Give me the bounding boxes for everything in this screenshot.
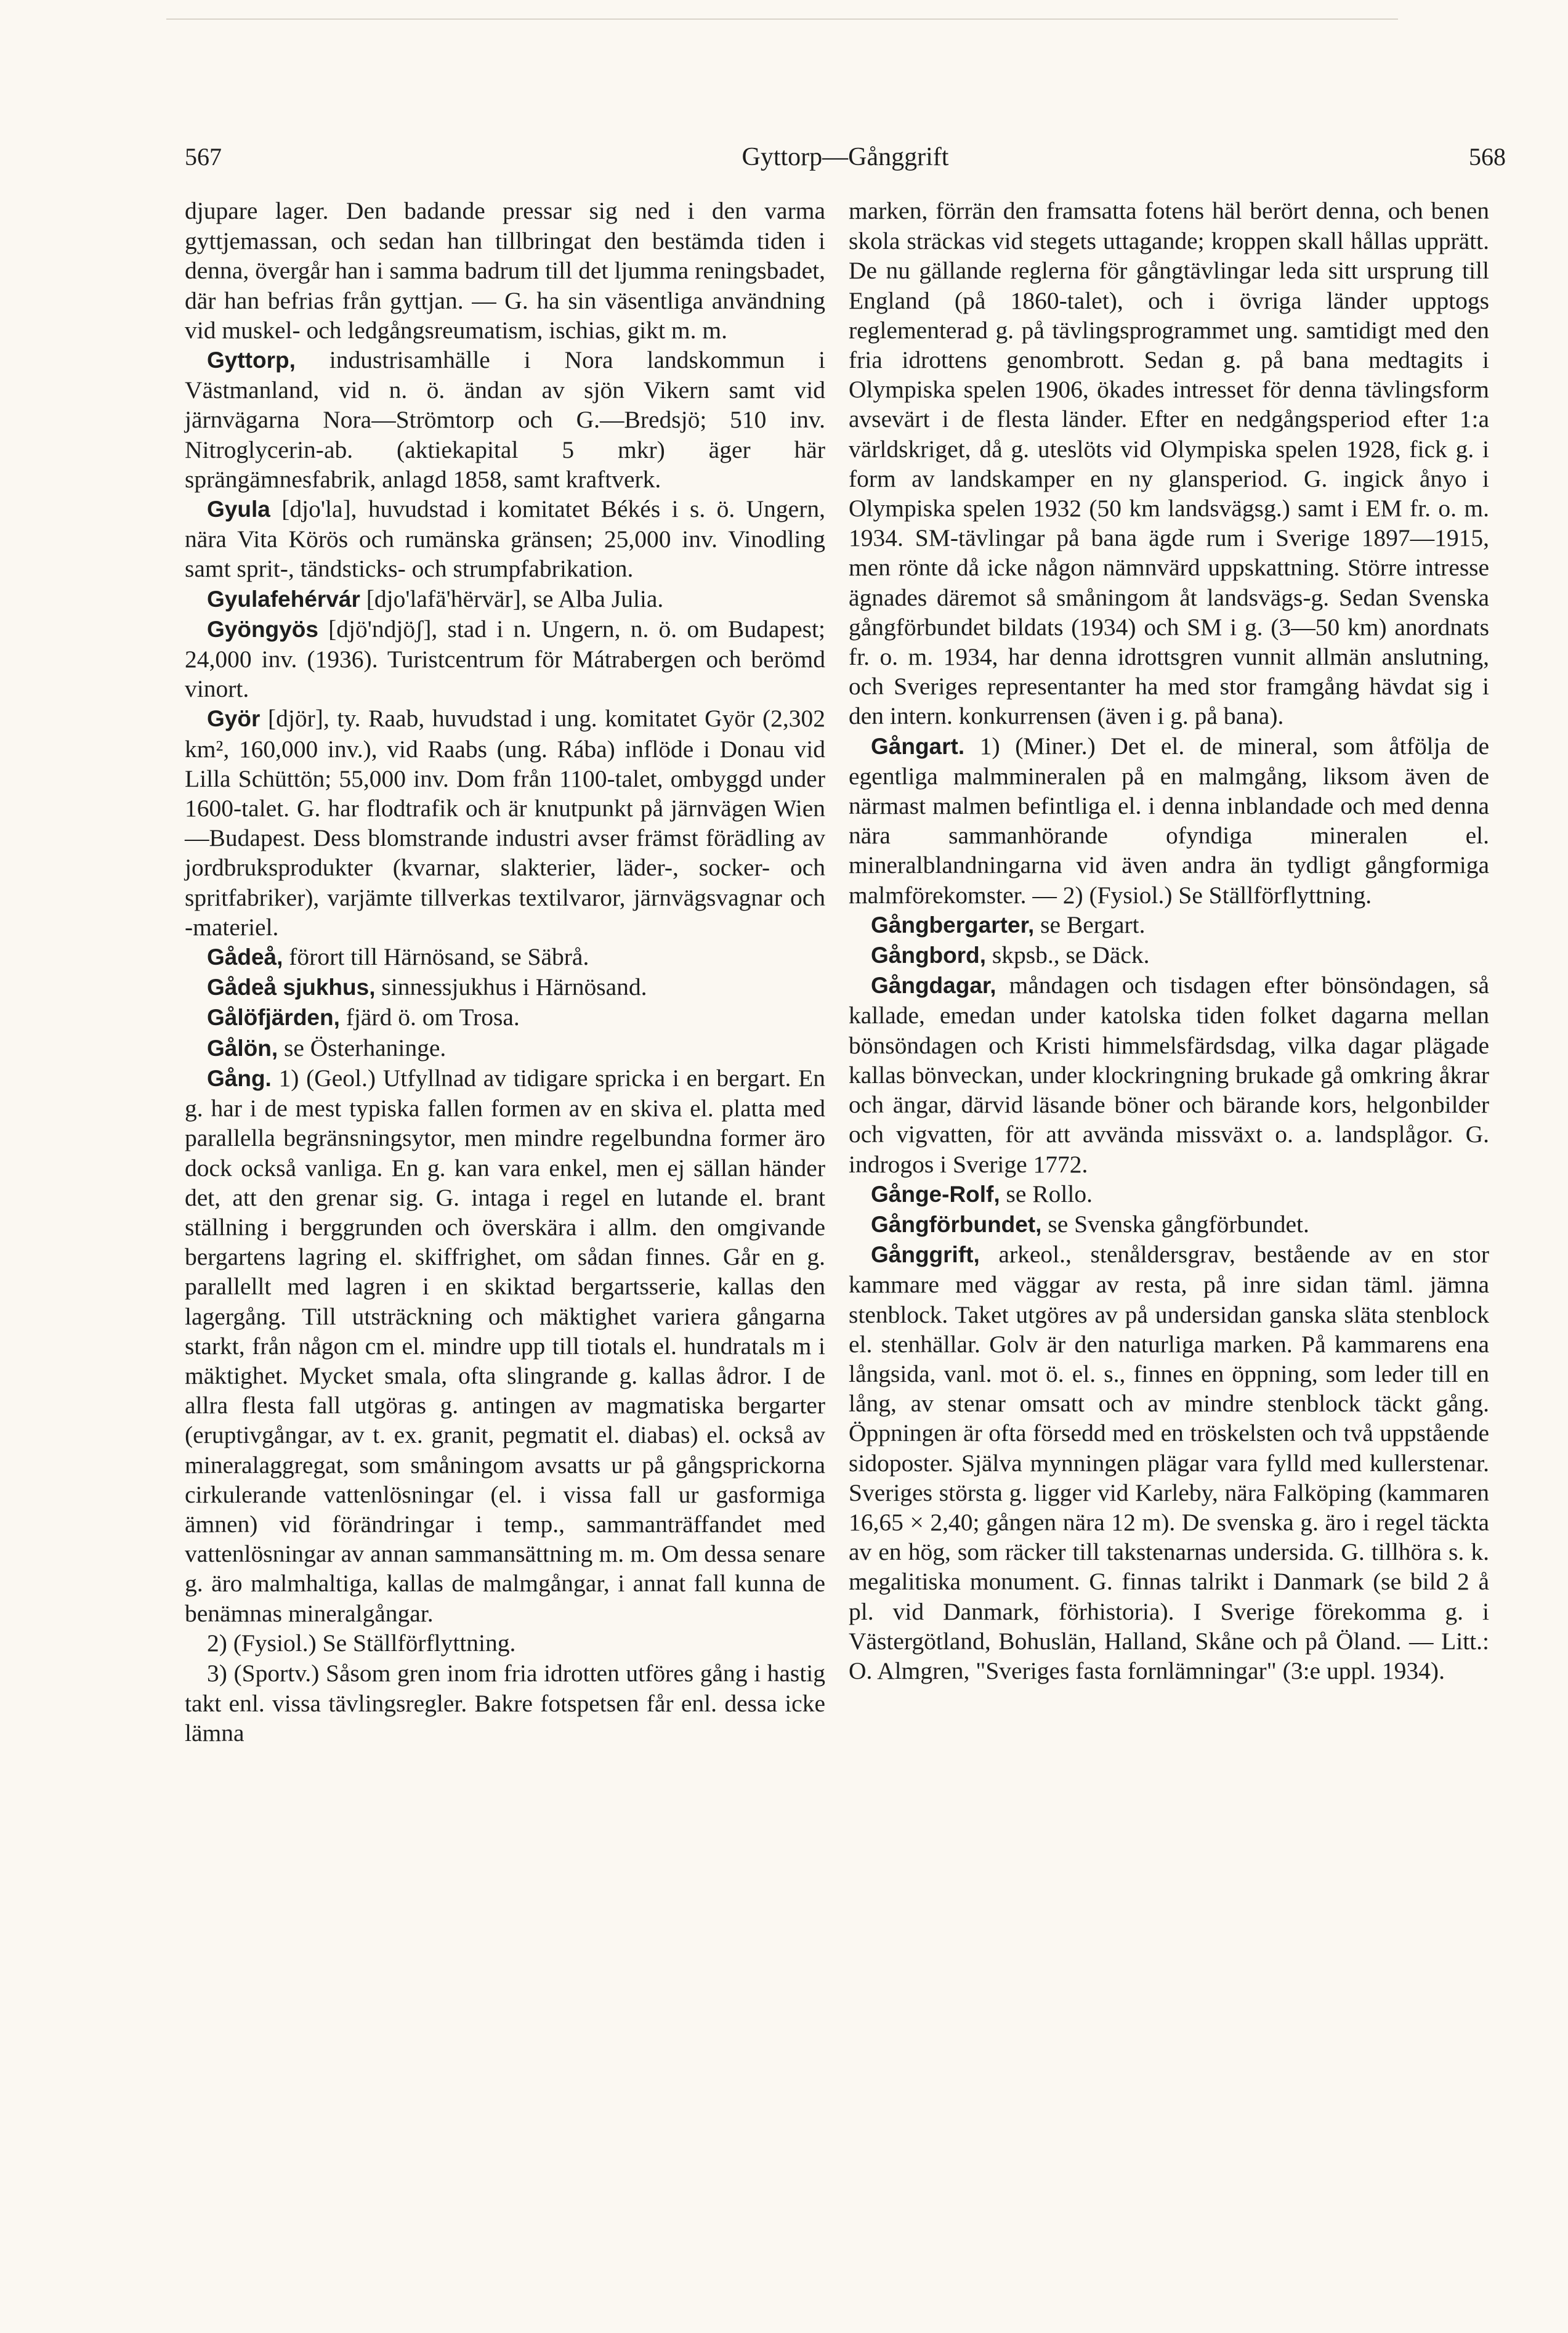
entry-gange-rolf (849, 1179, 1489, 1209)
entry-gyttorp (185, 345, 825, 494)
running-head: Gyttorp—Gånggrift (742, 143, 949, 171)
entry-gangdagar (849, 970, 1489, 1179)
entry-continuation (185, 196, 825, 345)
entry-headword: Gång. (207, 1065, 272, 1091)
page-header (185, 136, 1506, 179)
entry-text: se Svenska gångförbundet. (1041, 1210, 1309, 1238)
entry-gangforbundet (849, 1209, 1489, 1240)
entry-gang-sense-2 (185, 1628, 825, 1658)
entry-headword: Gyöngyös (207, 616, 318, 642)
page-number-right: 568 (1469, 143, 1506, 171)
entry-text: sinnessjukhus i Härnösand. (375, 973, 647, 1001)
entry-text: se Rollo. (1000, 1180, 1093, 1207)
entry-text: skpsb., se Däck. (986, 941, 1150, 969)
entry-gyor (185, 704, 825, 942)
entry-gyula (185, 494, 825, 584)
entry-ganggrift (849, 1240, 1489, 1686)
entry-gang (185, 1063, 825, 1628)
entry-text: fjärd ö. om Trosa. (339, 1004, 520, 1031)
entry-text: se Österhaninge. (278, 1034, 447, 1061)
page-number-left: 567 (185, 143, 222, 171)
entry-text: marken, förrän den framsatta fotens häl berört denna, och benen skola sträckas vid stegets uttagande; kroppen skall hållas upprätt. De nu gällande reglerna för gångtävlingar leda sitt ursprung till England (på 1860-talet), och i övriga länder upptogs reglementerad g. på tävlingsprogrammet ung. samtidigt med den fria idrottens genombrott. Sedan g. på bana medtagits i Olympiska spelen 1906, ökades intresset för denna tävlingsform avsevärt i de flesta länder. Efter en nedgångsperiod efter 1:a världskriget, då g. uteslöts vid Olympiska spelen 1928, fick g. i form av landskamper en ny glansperiod. G. ingick ånyo i Olympiska spelen 1932 (50 km landsvägsg.) samt i EM fr. o. m. 1934. SM-tävlingar på bana ägde rum i Sverige 1897—1915, men rönte då icke någon nämnvärd uppskattning. Större intresse ägnades däremot så småningom åt landsvägs-g. Sedan Svenska gångförbundet bildats (1934) och SM i g. (3—50 km) anordnats fr. o. m. 1934, har denna idrottsgren vunnit allmän anslutning, och Sveriges representanter ha med stor framgång hävdat sig i den intern. konkurrensen (även i g. på bana). (849, 197, 1489, 730)
entry-text: förort till Härnösand, se Säbrå. (283, 943, 589, 971)
entry-headword: Gånge-Rolf, (871, 1181, 1000, 1207)
entry-headword: Gyulafehérvár (207, 586, 360, 612)
entry-gadea-sjukhus (185, 972, 825, 1002)
entry-headword: Gålöfjärden, (207, 1005, 340, 1031)
entry-text: 3) (Sportv.) Såsom gren inom fria idrotten utföres gång i hastig takt enl. vissa tävlingsregler. Bakre fotspetsen får enl. dessa icke lämna (185, 1659, 825, 1747)
entry-galofjarden (185, 1002, 825, 1033)
entry-gadea (185, 942, 825, 972)
entry-gyulafehervar (185, 584, 825, 614)
entry-text: 1) (Miner.) Det el. de mineral, som åtfölja de egentliga malmmineralen på en malmgång, liksom även de närmast malmen befintliga el. i denna inblandade och med denna nära sammanhörande ofyndiga mineralen el. mineralblandningarna vid även andra än tydligt gångformiga malmförekomster. — 2) (Fysiol.) Se Ställförflyttning. (849, 732, 1489, 909)
entry-gangart (849, 731, 1489, 910)
entry-gyongyos (185, 614, 825, 704)
entry-headword: Gångförbundet, (871, 1211, 1042, 1237)
entry-headword: Gyttorp, (207, 347, 296, 373)
entry-headword: Gådeå sjukhus, (207, 975, 376, 1000)
entry-galon (185, 1033, 825, 1063)
entry-text: arkeol., stenåldersgrav, bestående av en stor kammare med väggar av resta, på inre sidan täml. jämna stenblock. Taket utgöres av på undersidan ganska släta stenblock el. stenhällar. Golv är den naturliga marken. På kammarens ena långsida, vanl. mot ö. el. s., finnes en öppning, som leder till en lång, av stenar omsatt och av mindre stenblock täckt gång. Öppningen är ofta försedd med en tröskelsten och två uppstående sidoposter. Själva mynningen plägar vara fylld med kullerstenar. Sveriges största g. ligger vid Karleby, nära Falköping (kammaren 16,65 × 2,40; gången nära 12 m). De svenska g. äro i regel täckta av en hög, som räcker till takstenarnas undersida. G. tillhöra s. k. megalitiska monument. G. finnas talrikt i Danmark (se bild 2 å pl. vid Danmark, förhistoria). I Sverige förekomma g. i Västergötland, Bohuslän, Halland, Skåne och på Öland. — Litt.: O. Almgren, "Sveriges fasta fornlämningar" (3:e uppl. 1934). (849, 1241, 1489, 1684)
entry-gang-sense-3 (185, 1658, 825, 1748)
entry-headword: Gånggrift, (871, 1242, 980, 1268)
entry-gangbergarter (849, 910, 1489, 940)
entry-headword: Györ (207, 706, 261, 732)
entry-gangbord (849, 940, 1489, 970)
entry-text: [djör], ty. Raab, huvudstad i ung. komitatet Györ (2,302 km², 160,000 inv.), vid Raabs (ung. Rába) inflöde i Donau vid Lilla Schüttön; 55,000 inv. Dom från 1100-talet, ombyggd under 1600-talet. G. har flodtrafik och är knutpunkt på järnvägen Wien—Budapest. Dess blomstrande industri avser främst förädling av jordbruksprodukter (kvarnar, slakterier, läder-, socker- och spritfabriker), varjämte tillverkas textilvaror, järnvägsvagnar och -materiel. (185, 705, 825, 941)
entry-text: se Bergart. (1034, 911, 1146, 938)
entry-text: måndagen och tisdagen efter bönsöndagen, så kallade, emedan under katolska tiden folket dagarna mellan bönsöndagen och Kristi himmelsfärdsdag, vilka dagar plägade kallas bönveckan, under klockringning brukade gå omkring åkrar och ängar, därvid läsande böner och bärande kors, helgonbilder och vigvatten, för att avvända missväxt o. a. landsplågor. G. indrogos i Sverige 1772. (849, 972, 1489, 1178)
scan-edge-line (166, 18, 1398, 20)
entry-text: industrisamhälle i Nora landskommun i Västmanland, vid n. ö. ändan av sjön Vikern samt vid järnvägarna Nora—Strömtorp och G.—Bredsjö; 510 inv. Nitroglycerin-ab. (aktiekapital 5 mkr) äger här sprängämnesfabrik, anlagd 1858, samt kraftverk. (185, 346, 825, 493)
entry-headword: Gångart. (871, 733, 965, 759)
entry-headword: Gålön, (207, 1035, 278, 1061)
entry-headword: Gyula (207, 497, 270, 522)
entry-headword: Gångbergarter, (871, 912, 1035, 938)
entry-text: [djo'lafä'hërvär], se Alba Julia. (360, 585, 664, 612)
left-column (185, 196, 825, 1748)
entry-text: 2) (Fysiol.) Se Ställförflyttning. (207, 1629, 516, 1657)
entry-text: djupare lager. Den badande pressar sig ned i den varma gyttjemassan, och sedan han tillbringat den bestämda tiden i denna, övergår han i samma badrum till det ljumma reningsbadet, där han befrias från gyttjan. — G. ha sin väsentliga användning vid muskel- och ledgångsreumatism, ischias, gikt m. m. (185, 197, 825, 344)
entry-headword: Gångdagar, (871, 973, 996, 999)
entry-text: [djö'ndjöʃ], stad i n. Ungern, n. ö. om Budapest; 24,000 inv. (1936). Turistcentrum för Mátrabergen och berömd vinort. (185, 615, 825, 703)
entry-headword: Gådeå, (207, 944, 283, 970)
entry-text: [djo'la], huvudstad i komitatet Békés i s. ö. Ungern, nära Vita Körös och rumänska gränsen; 25,000 inv. Vinodling samt sprit-, tändsticks- och strumpfabrikation. (185, 495, 825, 583)
entry-text: 1) (Geol.) Utfyllnad av tidigare spricka i en bergart. En g. har i de mest typiska fallen formen av en skiva el. platta med parallella begränsningsytor, men mindre regelbundna former äro dock också vanliga. En g. kan vara enkel, men ej sällan händer det, att den grenar sig. G. intaga i regel en lutande el. brant ställning i berggrunden och överskära i allm. den omgivande bergartens lagring el. skiffrighet, om sådan finnes. Går en g. parallellt med lagren i en skiktad bergartsserie, kallas den lagergång. Till utsträckning och mäktighet variera gångarna starkt, från någon cm el. mindre upp till tiotals el. hundratals m i mäktighet. Mycket smala, ofta slingrande g. kallas ådror. I de allra flesta fall utgöras g. antingen av magmatiska bergarter (eruptivgångar, av t. ex. granit, pegmatit el. diabas) el. också av mineralaggregat, som småningom avsatts ur på gångsprickorna cirkulerande vattenlösningar (el. i vissa fall ur gasformiga ämnen) vid förändringar i temp., sammanträffandet med vattenlösningar av annan sammansättning m. m. Om dessa senare g. äro malmhaltiga, kallas de malmgångar, i annat fall kunna de benämnas mineralgångar. (185, 1064, 825, 1627)
entry-continuation (849, 196, 1489, 731)
right-column (849, 196, 1489, 1686)
entry-headword: Gångbord, (871, 943, 987, 968)
